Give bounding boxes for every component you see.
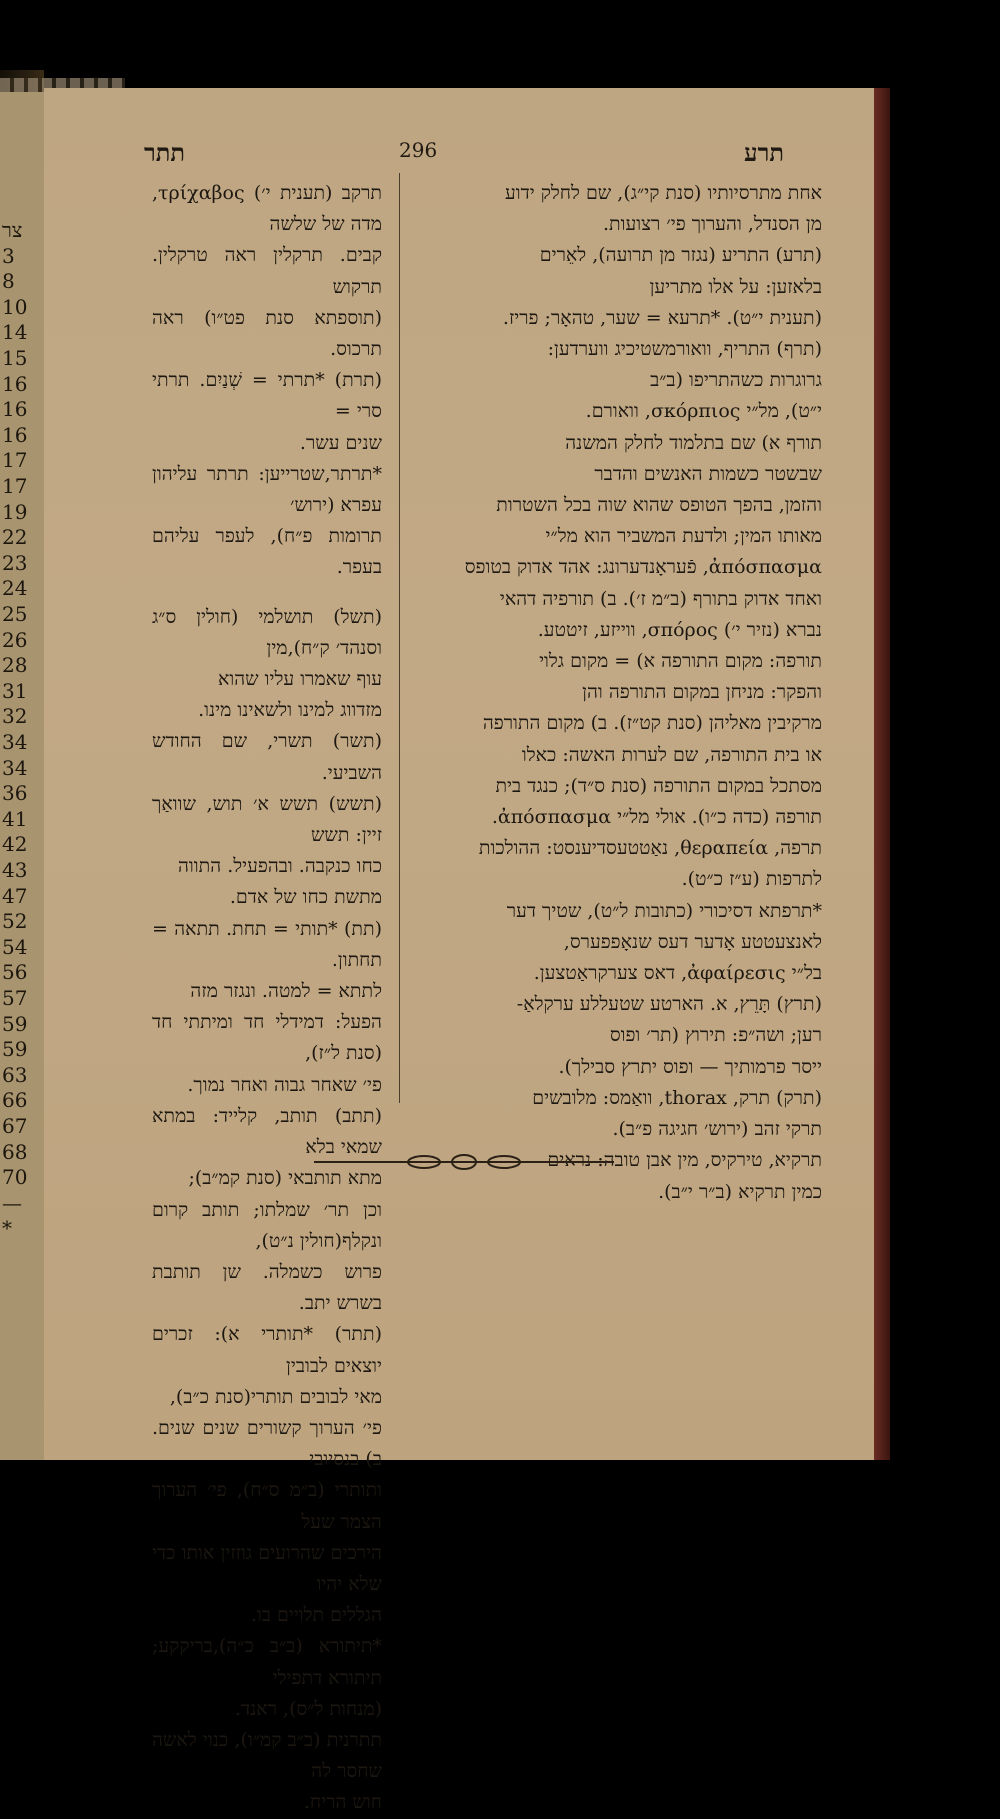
right-column-line: לתרפות (ע״ז כ״ט). xyxy=(681,868,822,891)
right-column-line: בל״י ἀφαίρεσις, דאס צערקראַטצען. xyxy=(533,962,822,985)
right-column-line: ἀπόσπασμα, פֿעראָנדערונג: אהד אדוק בטופס xyxy=(464,556,822,579)
right-column-line: י״ט), מל״י σκόρπιος, וואורם. xyxy=(585,400,822,423)
right-column-line: והפקר: מניחן במקום התורפה והן xyxy=(582,681,822,704)
right-column-line: תרפה, θεραπεία, נאַטטעסדיענסט: ההולכות xyxy=(478,837,822,860)
left-column-line: תתרנית (ב״ב קמ״ו), כנוי לאשה שחסר לה xyxy=(152,1728,382,1783)
previous-page-number: 56 xyxy=(2,960,28,985)
left-column-line: (תשש) תשש א׳ תוש, שוואַך זיין: תשש xyxy=(152,792,382,847)
previous-page-number: 3 xyxy=(2,243,15,268)
previous-page-number: 22 xyxy=(2,525,28,550)
right-column-line: מאותו המין; ולדעת המשביר הוא מל״י xyxy=(545,525,822,548)
right-column-line: תרקי זהב (ירוש׳ חגיגה פ״ב). xyxy=(612,1118,822,1141)
left-column-line: *תרתר,שטרייען: תרתר עליהון עפרא (ירוש׳ xyxy=(152,462,382,517)
previous-page-number: 14 xyxy=(2,320,28,345)
left-column-line: הירכים שהרועים גוזזין אותו כדי שלא יהיו xyxy=(152,1541,382,1595)
previous-page-number: 24 xyxy=(2,576,28,601)
right-column-line: או בית התורפה, שם לערות האשה: כאלו xyxy=(521,743,822,766)
previous-page-number: 41 xyxy=(2,806,28,831)
right-column-line: תרקיא, טירקיס, מין אבן טובה: נראים xyxy=(547,1149,822,1172)
previous-page-number: 66 xyxy=(2,1088,28,1113)
left-column-line: לתתא = למטה. ונגזר מזה xyxy=(190,980,382,1003)
previous-page-number: 68 xyxy=(2,1139,28,1164)
right-column-line: מרקיבין מאליהן (סנת קט״ז). ב) מקום התורפה xyxy=(482,712,822,735)
left-column-line: מזדווג למינו ולשאינו מינו. xyxy=(198,699,382,722)
previous-page-number: 17 xyxy=(2,448,28,473)
page-number: 296 xyxy=(399,138,438,162)
left-column-line: (תתב) תותב, קלייד: במתא שמאי בלא xyxy=(152,1104,382,1159)
right-column-line: כמין תרקיא (ב״ר י״ב). xyxy=(658,1180,822,1203)
end-ornament xyxy=(314,1151,614,1173)
previous-page-number: 36 xyxy=(2,781,28,806)
previous-page-number: 34 xyxy=(2,730,28,754)
running-header-right: תרע xyxy=(743,138,784,167)
previous-page-number: 63 xyxy=(2,1062,28,1087)
right-column-line: (תרץ) תָּרֵץ, א. הארטע שטעללע ערקלאַ- xyxy=(516,993,822,1016)
left-column-line: *תיתורא (ב״ב כ״ה),בריקקע; תיתורא דתפילי xyxy=(152,1635,382,1689)
left-column-line: פרוש כשמלה. שן תותבת בשרש יתב. xyxy=(152,1260,382,1315)
previous-page-number: 10 xyxy=(2,294,28,319)
previous-page-number: 16 xyxy=(2,397,28,422)
previous-page-number: 25 xyxy=(2,602,28,626)
right-column-line: רען; ושה״פ: תירוץ (תר׳ ופוס xyxy=(609,1024,822,1047)
right-column-line: גרוגרות כשהתריפו (ב״ב xyxy=(650,369,822,392)
left-column-line: חוש הריח. xyxy=(303,1791,382,1814)
right-column-line: *תרפתא דסיכורי (כתובות ל״ט), שטיך דער xyxy=(506,899,822,922)
previous-page-number: 59 xyxy=(2,1037,28,1062)
left-column-line: קבים. תרקלין ראה טרקלין. תרקוש xyxy=(152,244,382,298)
previous-page-number: 43 xyxy=(2,858,28,882)
right-column-line: שבשטר כשמות האנשים והדבר xyxy=(594,462,822,485)
right-column-line: (תענית י״ט). *תרעא = שער, טהאָר; פריז. xyxy=(502,306,822,329)
previous-page-number: 34 xyxy=(2,755,28,780)
column-divider xyxy=(399,173,400,1103)
previous-page-edge xyxy=(0,92,44,1460)
right-column-line: בלאזען: על אלו מתריען xyxy=(649,275,822,298)
right-column-line: ייסר פרמותיך — ופוס יתרץ סבילך). xyxy=(558,1055,822,1078)
left-column-line: (תת) *תותי = תחת. תתאה = תחתון. xyxy=(152,917,382,971)
right-column xyxy=(402,178,822,1208)
left-column-line: (תתר) *תותרי א): זכרים יוצאים לבובין xyxy=(152,1323,382,1377)
left-column-line: כחו כנקבה. ובהפעיל. התווה xyxy=(178,855,382,878)
left-column-line: ותותרי (ב״מ ס״ח), פי׳ הערוך הצמר שעל xyxy=(152,1479,382,1533)
previous-page-number: 31 xyxy=(2,678,28,703)
right-column-line: תורף א) שם בתלמוד לחלק המשנה xyxy=(565,431,822,454)
left-column-line: שנים עשר. xyxy=(299,431,382,454)
right-column-line: מסתכל במקום התורפה (סנת ס״ד); כנגד בית xyxy=(495,774,822,797)
right-column-line: (תרף) התריף, וואורמשטיכיג ווערדען: xyxy=(547,338,822,361)
right-column-line: אחת מתרסיותיו (סנת קי״ג), שם לחלק ידוע xyxy=(504,182,822,204)
previous-page-number: 15 xyxy=(2,346,28,370)
right-column-line: מן הסנדל, והערוך פי׳ רצועות. xyxy=(602,213,822,236)
left-column-line: תרקב (תענית י׳) τρίχαβος, מדה של שלשה xyxy=(152,182,382,236)
previous-page-number: 70 xyxy=(2,1165,28,1190)
previous-page-number: 54 xyxy=(2,934,28,959)
left-column-line: (מנחות ל״ס), ראנד. xyxy=(234,1697,382,1720)
left-column-line: עוף שאמרו עליו שהוא xyxy=(217,668,382,691)
right-column-line: תורפה: מקום התורפה א) = מקום גלוי xyxy=(539,650,822,673)
left-column-line: מתא תותבאי (סנת קמ״ב); xyxy=(188,1167,382,1190)
background-edge xyxy=(890,88,1000,1460)
left-column-line: פי׳ הערוך קשורים שנים שנים. ב) בנסיובי xyxy=(152,1416,382,1471)
previous-page-number: 19 xyxy=(2,499,28,524)
previous-page-number: 57 xyxy=(2,986,28,1010)
previous-page-number: 59 xyxy=(2,1011,28,1036)
page-edge-binding xyxy=(874,88,890,1460)
previous-page-number: 67 xyxy=(2,1114,28,1138)
left-column-line: תרומות פ״ח), לעפר עליהם בעפר. xyxy=(152,525,382,579)
previous-page-number: 23 xyxy=(2,550,28,575)
previous-page-number: 47 xyxy=(2,883,28,908)
previous-page-number: 16 xyxy=(2,422,28,447)
right-column-line: (תרק) תרק, thorax, וואַמס: מלובשים xyxy=(532,1086,822,1109)
left-column xyxy=(152,178,382,1819)
left-column-line: (תשל) תושלמי (חולין ס״ג וסנהד׳ ק״ח),מין xyxy=(152,605,382,659)
dictionary-page xyxy=(44,88,874,1814)
right-column-line: (תרע) התריע (נגזר מן תרועה), לאֵרים xyxy=(539,244,822,267)
left-column-line: מתשת כחו של אדם. xyxy=(229,886,382,909)
left-column-line xyxy=(152,584,382,602)
right-column-line: ואחד אדוק בתורף (ב״מ ז׳). ב) תורפיה דהאי xyxy=(499,587,822,610)
left-column-line: פי׳ שאחר גבוה ואחר נמוך. xyxy=(187,1073,382,1096)
previous-page-number: 32 xyxy=(2,704,28,729)
right-column-line: נברא (נזיר י׳) σπόρος, ווייזע, זיטטע. xyxy=(537,618,822,641)
left-column-line: וכן תר׳ שמלתו; תותב קרום ונקלף(חולין נ״ט), xyxy=(152,1198,382,1252)
previous-page-number: 42 xyxy=(2,832,28,857)
previous-page-number: צר xyxy=(2,218,23,242)
right-column-line: תורפה (כדה כ״ו). אולי מל״י ἀπόσπασμα. xyxy=(491,806,822,829)
previous-page-number: 16 xyxy=(2,371,28,396)
previous-page-number: — xyxy=(2,1190,22,1215)
running-header-left: תתר xyxy=(144,138,186,167)
left-column-line: הגללים תלויים בו. xyxy=(250,1604,382,1627)
left-column-line: מאי לבובים תותרי(סנת כ״ב), xyxy=(169,1385,382,1408)
previous-page-number: 52 xyxy=(2,909,28,934)
left-column-line: (תוספתא סנת פט״ו) ראה תרכוס. xyxy=(152,306,382,361)
left-column-line: (תשר) תשרי, שם החודש השביעי. xyxy=(152,730,382,784)
left-column-line: (תרת) *תרתי = שְׁנַיִם. תרתי סרי = xyxy=(152,369,382,423)
previous-page-number: 8 xyxy=(2,269,15,294)
previous-page-number: 17 xyxy=(2,474,28,498)
right-column-line: לאנצעטטע אָדער דעס שנאָפפערס, xyxy=(563,930,822,953)
previous-page-number: 26 xyxy=(2,627,28,652)
right-column-line: והזמן, בהפך הטופס שהוא שוה בכל השטרות xyxy=(496,494,822,517)
previous-page-number: 28 xyxy=(2,653,28,678)
left-column-line: הפעל: דמידלי חד ומיתתי חד (סנת ל״ז), xyxy=(152,1011,382,1065)
previous-page-number: * xyxy=(2,1216,12,1241)
